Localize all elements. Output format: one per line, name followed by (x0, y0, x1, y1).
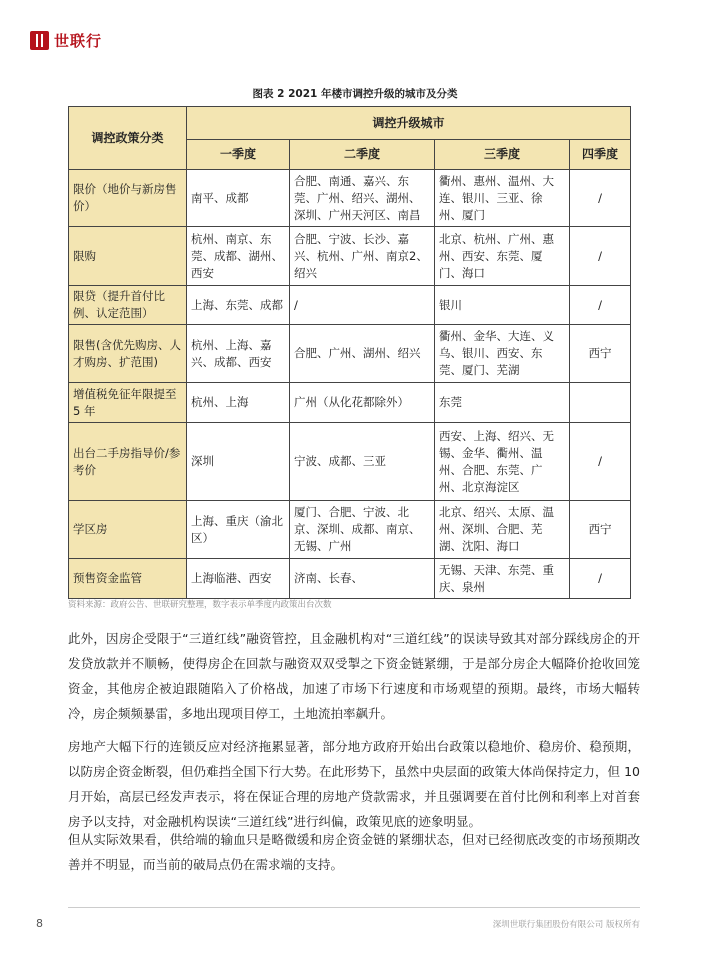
header-category: 调控政策分类 (69, 107, 187, 170)
copyright-notice: 深圳世联行集团股份有限公司 版权所有 (492, 920, 640, 930)
body-paragraph: 房地产大幅下行的连锁反应对经济拖累显著，部分地方政府开始出台政策以稳地价、稳房价、稳预期，以防房企资金断裂，但仍难挡全国下行大势。在此形势下，虽然中央层面的政策大体尚保持定力，但 10 月开始，高层已经发声表示，将在保证合理的房地产贷款需求，并且强调要在首付比例和利率上对首套房予以支持，对金融机构误读“三道红线”进行纠偏，政策见底的迹象明显。 (68, 739, 640, 829)
table-row (69, 227, 631, 286)
body-paragraph: 此外，因房企受限于“三道红线”融资管控，且金融机构对“三道红线”的误读导致其对部分踩线房企的开发贷放款并不顺畅，使得房企在回款与融资双双受掣之下资金链紧绷，于是部分房企大幅降价抢收回笼资金，其他房企被迫跟随陷入了价格战，加速了市场下行速度和市场观望的预期。最终，市场大幅转冷，房企频频暴雷，多地出现项目停工，土地流拍率飙升。 (68, 631, 640, 721)
row-category: 出台二手房指导价/参考价 (69, 423, 187, 501)
cell-q2: 厦门、合肥、宁波、北京、深圳、成都、南京、无锡、广州 (290, 501, 435, 559)
table-row (69, 423, 631, 501)
logo-text: 世联行 (54, 32, 103, 50)
table-caption: 图表 2 2021 年楼市调控升级的城市及分类 (252, 88, 458, 100)
footer-divider (68, 907, 640, 908)
logo-mark-icon (30, 31, 49, 50)
header-group: 调控升级城市 (187, 107, 631, 140)
header-q4: 四季度 (570, 140, 631, 170)
table-row (69, 559, 631, 599)
table-source-note: 资料来源：政府公告、世联研究整理，数字表示单季度内政策出台次数 (68, 600, 332, 610)
cell-q1: 杭州、上海、嘉兴、成都、西安 (187, 325, 290, 383)
cell-q1: 杭州、上海 (187, 383, 290, 423)
cell-q3: 西安、上海、绍兴、无锡、金华、衢州、温州、合肥、东莞、广州、北京海淀区 (435, 423, 570, 501)
cell-q1: 上海、东莞、成都 (187, 286, 290, 325)
row-category: 限价（地价与新房售价） (69, 170, 187, 227)
cell-q4: / (570, 423, 631, 501)
cell-q2: 宁波、成都、三亚 (290, 423, 435, 501)
row-category: 增值税免征年限提至 5 年 (69, 383, 187, 423)
company-logo (30, 30, 102, 51)
header-q3: 三季度 (435, 140, 570, 170)
table-row (69, 170, 631, 227)
policy-table (68, 106, 631, 599)
cell-q1: 南平、成都 (187, 170, 290, 227)
row-category: 限售(含优先购房、人才购房、扩范围) (69, 325, 187, 383)
cell-q4: / (570, 286, 631, 325)
cell-q3: 衢州、惠州、温州、大连、银川、三亚、徐州、厦门 (435, 170, 570, 227)
cell-q1: 上海临港、西安 (187, 559, 290, 599)
cell-q2: 合肥、广州、湖州、绍兴 (290, 325, 435, 383)
cell-q2: 广州（从化花都除外） (290, 383, 435, 423)
header-q2: 二季度 (290, 140, 435, 170)
cell-q4: / (570, 170, 631, 227)
cell-q1: 杭州、南京、东莞、成都、湖州、西安 (187, 227, 290, 286)
row-category: 学区房 (69, 501, 187, 559)
page-number: 8 (36, 917, 43, 930)
row-category: 限贷（提升首付比例、认定范围） (69, 286, 187, 325)
cell-q3: 银川 (435, 286, 570, 325)
body-paragraph: 但从实际效果看，供给端的输血只是略微缓和房企资金链的紧绷状态，但对已经彻底改变的市场预期改善并不明显，而当前的破局点仍在需求端的支持。 (68, 832, 640, 872)
cell-q4: 西宁 (570, 501, 631, 559)
header-q1: 一季度 (187, 140, 290, 170)
table-row (69, 383, 631, 423)
cell-q2: 合肥、宁波、长沙、嘉兴、杭州、广州、南京2、绍兴 (290, 227, 435, 286)
table-row (69, 501, 631, 559)
cell-q4 (570, 383, 631, 423)
table-row (69, 286, 631, 325)
row-category: 限购 (69, 227, 187, 286)
cell-q4: / (570, 559, 631, 599)
cell-q4: / (570, 227, 631, 286)
cell-q2: 济南、长春、 (290, 559, 435, 599)
cell-q2: / (290, 286, 435, 325)
cell-q3: 北京、绍兴、太原、温州、深圳、合肥、芜湖、沈阳、海口 (435, 501, 570, 559)
cell-q3: 无锡、天津、东莞、重庆、泉州 (435, 559, 570, 599)
cell-q3: 北京、杭州、广州、惠州、西安、东莞、厦门、海口 (435, 227, 570, 286)
cell-q1: 深圳 (187, 423, 290, 501)
cell-q4: 西宁 (570, 325, 631, 383)
cell-q3: 东莞 (435, 383, 570, 423)
row-category: 预售资金监管 (69, 559, 187, 599)
cell-q1: 上海、重庆（渝北区） (187, 501, 290, 559)
table-row (69, 325, 631, 383)
cell-q3: 衢州、金华、大连、义乌、银川、西安、东莞、厦门、芜湖 (435, 325, 570, 383)
cell-q2: 合肥、南通、嘉兴、东莞、广州、绍兴、湖州、深圳、广州天河区、南昌 (290, 170, 435, 227)
